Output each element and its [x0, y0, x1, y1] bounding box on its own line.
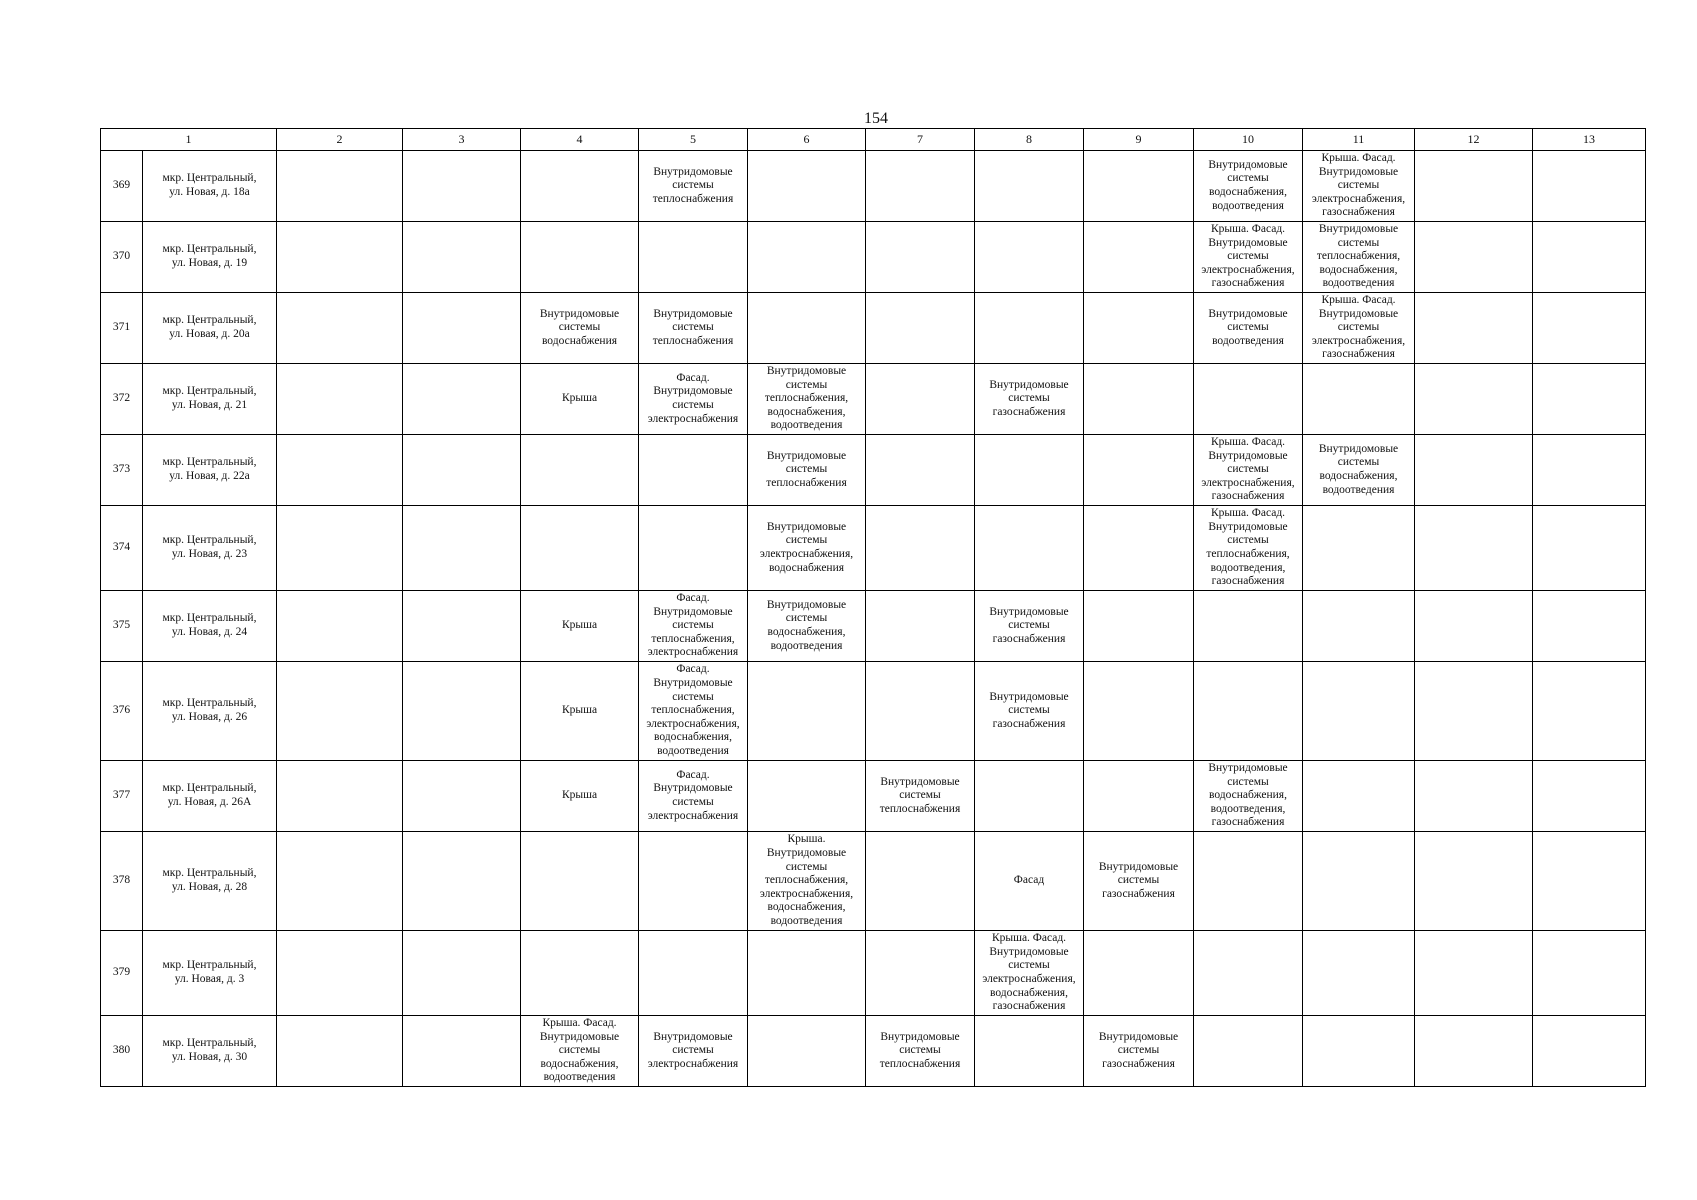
work-cell: Внутридомовые системы теплоснабжения, водоснабжения, водоотведения — [1303, 222, 1415, 293]
table-row — [101, 761, 1646, 832]
work-cell — [277, 662, 403, 761]
row-number: 370 — [101, 222, 143, 293]
header-row — [101, 129, 1646, 151]
work-cell — [403, 1016, 521, 1087]
table-body — [101, 151, 1646, 1087]
work-cell: Внутридомовые системы водоснабжения — [521, 293, 639, 364]
table-row — [101, 1016, 1646, 1087]
work-cell — [1533, 293, 1646, 364]
work-cell: Фасад — [975, 832, 1084, 931]
row-number: 373 — [101, 435, 143, 506]
address-cell: мкр. Центральный, ул. Новая, д. 28 — [143, 832, 277, 931]
work-cell — [1084, 506, 1194, 591]
work-cell — [403, 832, 521, 931]
work-cell — [1084, 591, 1194, 662]
work-cell: Внутридомовые системы электроснабжения — [639, 1016, 748, 1087]
work-cell — [1533, 222, 1646, 293]
work-cell: Крыша — [521, 662, 639, 761]
work-cell: Внутридомовые системы теплоснабжения — [639, 151, 748, 222]
work-cell — [1533, 1016, 1646, 1087]
work-cell: Крыша. Фасад. Внутридомовые системы электроснабжения, водоснабжения, газоснабжения — [975, 931, 1084, 1016]
work-cell — [975, 293, 1084, 364]
header-cell-7: 7 — [866, 129, 975, 151]
work-cell — [521, 151, 639, 222]
work-cell — [1533, 364, 1646, 435]
work-cell — [748, 761, 866, 832]
work-cell — [866, 662, 975, 761]
work-cell: Внутридомовые системы теплоснабжения, водоснабжения, водоотведения — [748, 364, 866, 435]
work-cell: Внутридомовые системы теплоснабжения — [748, 435, 866, 506]
work-cell — [403, 151, 521, 222]
work-cell — [866, 364, 975, 435]
work-cell — [748, 1016, 866, 1087]
work-cell — [1084, 364, 1194, 435]
work-cell — [1533, 832, 1646, 931]
work-cell — [1415, 293, 1533, 364]
work-cell: Крыша — [521, 364, 639, 435]
work-cell — [748, 222, 866, 293]
work-cell — [866, 435, 975, 506]
work-cell — [1415, 435, 1533, 506]
work-cell: Внутридомовые системы газоснабжения — [1084, 832, 1194, 931]
work-cell — [277, 222, 403, 293]
work-cell — [403, 931, 521, 1016]
work-cell — [1303, 1016, 1415, 1087]
table-row — [101, 293, 1646, 364]
work-cell — [1415, 151, 1533, 222]
work-cell: Внутридомовые системы газоснабжения — [975, 364, 1084, 435]
table-row — [101, 832, 1646, 931]
work-cell — [1533, 506, 1646, 591]
work-cell — [866, 832, 975, 931]
work-cell — [1533, 761, 1646, 832]
work-cell — [277, 931, 403, 1016]
work-cell — [1415, 222, 1533, 293]
work-cell: Крыша. Фасад. Внутридомовые системы теплоснабжения, водоотведения, газоснабжения — [1194, 506, 1303, 591]
work-cell — [1303, 506, 1415, 591]
work-cell: Внутридомовые системы водоснабжения, водоотведения — [1303, 435, 1415, 506]
work-cell — [1084, 293, 1194, 364]
row-number: 375 — [101, 591, 143, 662]
work-cell — [866, 222, 975, 293]
work-cell — [1303, 591, 1415, 662]
work-cell — [1415, 1016, 1533, 1087]
work-cell — [639, 222, 748, 293]
table-row — [101, 662, 1646, 761]
work-cell: Внутридомовые системы газоснабжения — [975, 662, 1084, 761]
work-cell: Крыша. Фасад. Внутридомовые системы электроснабжения, газоснабжения — [1303, 151, 1415, 222]
address-cell: мкр. Центральный, ул. Новая, д. 26А — [143, 761, 277, 832]
work-cell: Внутридомовые системы водоотведения — [1194, 293, 1303, 364]
work-cell — [1303, 364, 1415, 435]
work-cell — [975, 761, 1084, 832]
work-cell — [1084, 662, 1194, 761]
address-cell: мкр. Центральный, ул. Новая, д. 20а — [143, 293, 277, 364]
work-cell — [748, 662, 866, 761]
work-cell — [1194, 364, 1303, 435]
work-cell: Крыша. Фасад. Внутридомовые системы электроснабжения, газоснабжения — [1194, 222, 1303, 293]
work-cell — [1533, 662, 1646, 761]
work-cell — [277, 832, 403, 931]
work-cell — [1533, 151, 1646, 222]
address-cell: мкр. Центральный, ул. Новая, д. 30 — [143, 1016, 277, 1087]
work-cell — [1415, 662, 1533, 761]
header-cell-10: 10 — [1194, 129, 1303, 151]
work-cell: Крыша — [521, 591, 639, 662]
work-cell — [277, 761, 403, 832]
row-number: 380 — [101, 1016, 143, 1087]
work-cell — [403, 293, 521, 364]
header-cell-12: 12 — [1415, 129, 1533, 151]
work-cell — [1415, 931, 1533, 1016]
header-cell-5: 5 — [639, 129, 748, 151]
work-cell — [639, 506, 748, 591]
work-cell: Крыша. Внутридомовые системы теплоснабжения, электроснабжения, водоснабжения, водоотведения — [748, 832, 866, 931]
work-cell — [975, 435, 1084, 506]
header-cell-6: 6 — [748, 129, 866, 151]
work-cell — [1415, 591, 1533, 662]
table-row — [101, 364, 1646, 435]
table-row — [101, 591, 1646, 662]
work-cell — [866, 931, 975, 1016]
work-cell — [1533, 591, 1646, 662]
work-cell — [975, 506, 1084, 591]
work-cell — [1415, 506, 1533, 591]
work-cell: Фасад. Внутридомовые системы теплоснабжения, электроснабжения, водоснабжения, водоотведения — [639, 662, 748, 761]
work-cell — [1533, 435, 1646, 506]
work-cell — [521, 832, 639, 931]
header-cell-1: 1 — [101, 129, 277, 151]
work-cell — [1084, 931, 1194, 1016]
address-cell: мкр. Центральный, ул. Новая, д. 22а — [143, 435, 277, 506]
work-cell — [1194, 1016, 1303, 1087]
work-cell — [1084, 222, 1194, 293]
header-cell-9: 9 — [1084, 129, 1194, 151]
header-cell-8: 8 — [975, 129, 1084, 151]
work-cell — [277, 591, 403, 662]
work-cell — [1194, 931, 1303, 1016]
repair-schedule-table — [100, 128, 1646, 1087]
address-cell: мкр. Центральный, ул. Новая, д. 3 — [143, 931, 277, 1016]
work-cell: Крыша. Фасад. Внутридомовые системы водоснабжения, водоотведения — [521, 1016, 639, 1087]
work-cell — [1084, 151, 1194, 222]
work-cell — [1303, 761, 1415, 832]
work-cell — [866, 293, 975, 364]
row-number: 376 — [101, 662, 143, 761]
work-cell: Внутридомовые системы электроснабжения, водоснабжения — [748, 506, 866, 591]
work-cell: Крыша. Фасад. Внутридомовые системы электроснабжения, газоснабжения — [1303, 293, 1415, 364]
work-cell: Крыша — [521, 761, 639, 832]
work-cell — [1303, 662, 1415, 761]
work-cell — [521, 435, 639, 506]
address-cell: мкр. Центральный, ул. Новая, д. 24 — [143, 591, 277, 662]
work-cell — [1415, 832, 1533, 931]
table-row — [101, 435, 1646, 506]
work-cell — [866, 591, 975, 662]
table-row — [101, 151, 1646, 222]
address-cell: мкр. Центральный, ул. Новая, д. 23 — [143, 506, 277, 591]
work-cell: Внутридомовые системы теплоснабжения — [866, 761, 975, 832]
work-cell: Фасад. Внутридомовые системы электроснабжения — [639, 364, 748, 435]
row-number: 379 — [101, 931, 143, 1016]
work-cell — [1303, 931, 1415, 1016]
work-cell — [639, 435, 748, 506]
address-cell: мкр. Центральный, ул. Новая, д. 18а — [143, 151, 277, 222]
work-cell — [277, 364, 403, 435]
work-cell — [1084, 761, 1194, 832]
header-cell-4: 4 — [521, 129, 639, 151]
address-cell: мкр. Центральный, ул. Новая, д. 19 — [143, 222, 277, 293]
work-cell — [1415, 761, 1533, 832]
address-cell: мкр. Центральный, ул. Новая, д. 26 — [143, 662, 277, 761]
row-number: 369 — [101, 151, 143, 222]
work-cell: Внутридомовые системы теплоснабжения — [639, 293, 748, 364]
work-cell — [748, 931, 866, 1016]
work-cell — [277, 151, 403, 222]
work-cell — [403, 591, 521, 662]
work-cell: Внутридомовые системы водоснабжения, водоотведения, газоснабжения — [1194, 761, 1303, 832]
work-cell — [975, 1016, 1084, 1087]
header-cell-11: 11 — [1303, 129, 1415, 151]
header-cell-3: 3 — [403, 129, 521, 151]
work-cell — [639, 832, 748, 931]
table-row — [101, 222, 1646, 293]
work-cell — [277, 435, 403, 506]
work-cell — [748, 151, 866, 222]
work-cell — [1084, 435, 1194, 506]
address-cell: мкр. Центральный, ул. Новая, д. 21 — [143, 364, 277, 435]
table-row — [101, 506, 1646, 591]
row-number: 377 — [101, 761, 143, 832]
row-number: 372 — [101, 364, 143, 435]
work-cell — [748, 293, 866, 364]
work-cell: Внутридомовые системы газоснабжения — [975, 591, 1084, 662]
work-cell — [277, 1016, 403, 1087]
work-cell — [277, 506, 403, 591]
work-cell — [1303, 832, 1415, 931]
work-cell — [403, 761, 521, 832]
work-cell — [866, 506, 975, 591]
work-cell — [1194, 591, 1303, 662]
work-cell — [403, 222, 521, 293]
work-cell — [403, 435, 521, 506]
work-cell — [975, 222, 1084, 293]
header-cell-13: 13 — [1533, 129, 1646, 151]
row-number: 374 — [101, 506, 143, 591]
work-cell: Фасад. Внутридомовые системы электроснабжения — [639, 761, 748, 832]
header-cell-2: 2 — [277, 129, 403, 151]
page-number: 154 — [864, 110, 888, 127]
work-cell: Внутридомовые системы газоснабжения — [1084, 1016, 1194, 1087]
work-cell — [639, 931, 748, 1016]
work-cell: Фасад. Внутридомовые системы теплоснабжения, электроснабжения — [639, 591, 748, 662]
work-cell: Внутридомовые системы водоснабжения, водоотведения — [748, 591, 866, 662]
work-cell — [403, 364, 521, 435]
work-cell — [866, 151, 975, 222]
row-number: 378 — [101, 832, 143, 931]
work-cell: Внутридомовые системы теплоснабжения — [866, 1016, 975, 1087]
work-cell — [521, 931, 639, 1016]
work-cell — [403, 662, 521, 761]
row-number: 371 — [101, 293, 143, 364]
work-cell — [521, 222, 639, 293]
work-cell — [521, 506, 639, 591]
work-cell — [277, 293, 403, 364]
work-cell: Крыша. Фасад. Внутридомовые системы электроснабжения, газоснабжения — [1194, 435, 1303, 506]
work-cell — [1194, 662, 1303, 761]
work-cell — [403, 506, 521, 591]
table-row — [101, 931, 1646, 1016]
work-cell — [1194, 832, 1303, 931]
work-cell: Внутридомовые системы водоснабжения, водоотведения — [1194, 151, 1303, 222]
work-cell — [975, 151, 1084, 222]
work-cell — [1533, 931, 1646, 1016]
work-cell — [1415, 364, 1533, 435]
